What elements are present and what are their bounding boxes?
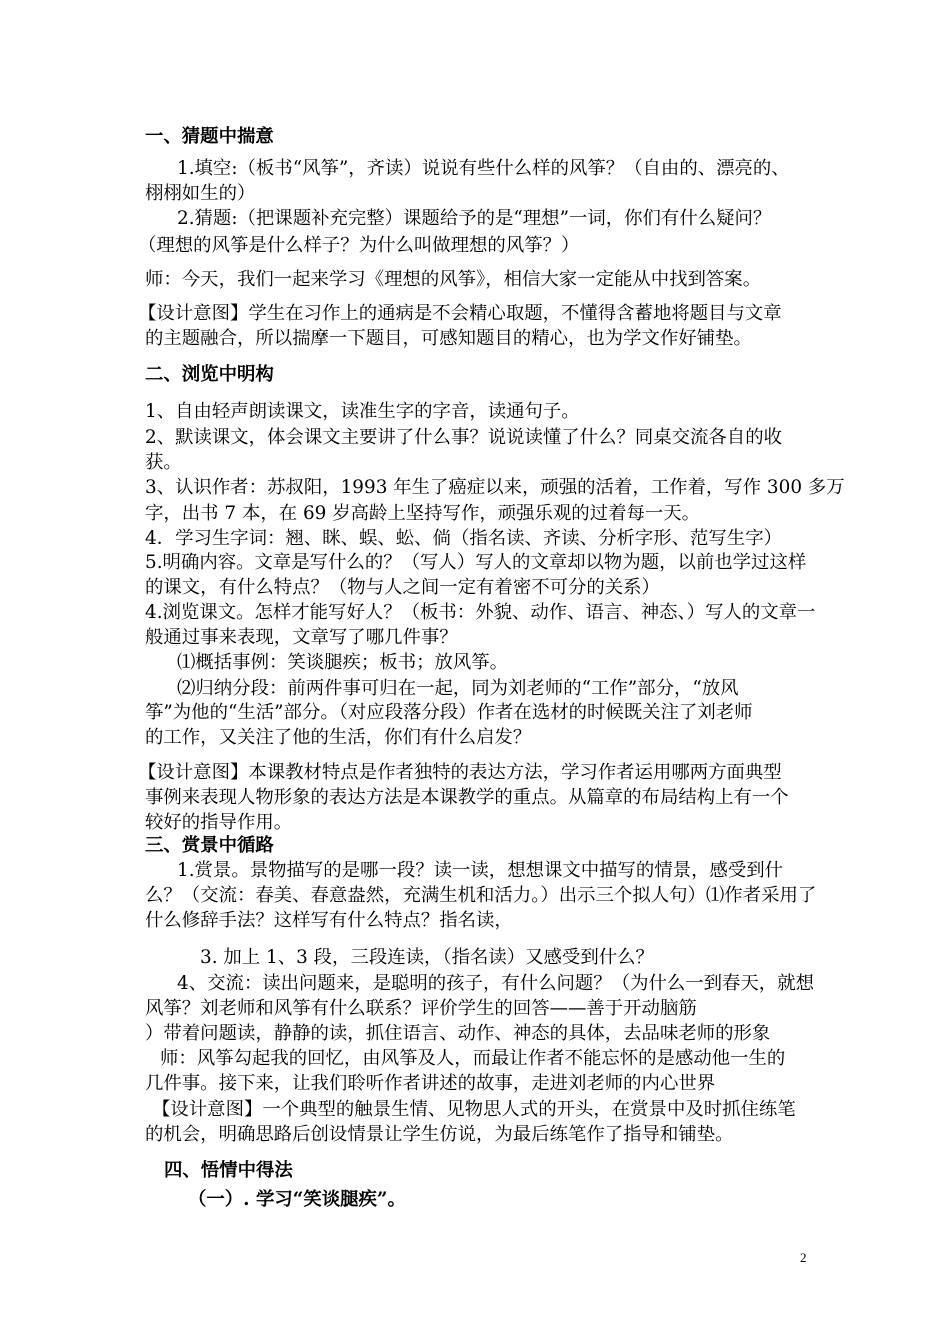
paragraph-line: 的主题融合，所以揣摩一下题目，可感知题目的精心，也为学文作好铺垫。 [145,328,752,349]
paragraph-line: 4.浏览课文。怎样才能写好人？（板书：外貌、动作、语言、神态、）写人的文章一 [145,602,816,623]
paragraph-line: 几件事。接下来，让我们聆听作者讲述的故事，走进刘老师的内心世界 [145,1073,716,1094]
page-number: 2 [800,1250,807,1265]
section-heading-1: 一、猜题中揣意 [145,126,274,147]
paragraph-line: 的机会，明确思路后创设情景让学生仿说，为最后练笔作了指导和铺垫。 [145,1124,734,1145]
paragraph-line: 较好的指导作用。 [145,812,293,833]
paragraph-line: 风筝？刘老师和风筝有什么联系？评价学生的回答——善于开动脑筋 [145,998,697,1019]
paragraph-line: 1.赏景。景物描写的是哪一段？读一读，想想课文中描写的情景，感受到什 [177,860,784,881]
paragraph-line: 般通过事来表现，文章写了哪几件事？ [145,627,458,648]
paragraph-line: 栩栩如生的） [145,183,256,204]
paragraph-line: 2.猜题:（把课题补充完整）课题给予的是“理想”一词，你们有什么疑问？ [177,208,772,229]
paragraph-line: 4．学习生字词：翘、眯、蜈、蚣、倘（指名读、齐读、分析字形、范写生字） [145,528,782,549]
design-intent-line: 【设计意图】学生在习作上的通病是不会精心取题，不懂得含蓄地将题目与文章 [138,303,782,324]
section-heading-2: 二、浏览中明构 [145,364,274,385]
paragraph-line: 1、自由轻声朗读课文，读准生字的字音，读通句子。 [145,401,580,422]
paragraph-line: 事例来表现人物形象的表达方法是本课教学的重点。从篇章的布局结构上有一个 [145,787,789,808]
subsection-heading: （一）. 学习“笑谈腿疾”。 [188,1189,406,1210]
design-intent-line: 【设计意图】本课教材特点是作者独特的表达方法，学习作者运用哪两方面典型 [138,762,782,783]
section-heading-3: 三、赏景中循路 [145,835,274,856]
paragraph-line: 1.填空:（板书“风筝”，齐读）说说有些什么样的风筝？（自由的、漂亮的、 [177,158,790,179]
paragraph-line: （理想的风筝是什么样子？为什么叫做理想的风筝？） [138,235,580,256]
paragraph-line: ⑵归纳分段：前两件事可归在一起，同为刘老师的“工作”部分，“放风 [177,678,739,699]
paragraph-line: 筝”为他的“生活”部分。（对应段落分段）作者在选材的时候既关注了刘老师 [145,702,753,723]
paragraph-line: 获。 [145,452,182,473]
design-intent-line: 【设计意图】一个典型的触景生情、见物思人式的开头，在赏景中及时抓住练笔 [152,1099,796,1120]
paragraph-line: 4、交流：读出问题来，是聪明的孩子，有什么问题？（为什么一到春天，就想 [177,973,814,994]
paragraph-line: 3、认识作者：苏叔阳，1993 年生了癌症以来，顽强的活着，工作着，写作 300 多万 [145,477,845,498]
paragraph-line: 么？（交流：春美、春意盎然，充满生机和活力。）出示三个拟人句）⑴作者采用了 [145,885,817,906]
paragraph-line: ）带着问题读，静静的读，抓住语言、动作、神态的具体，去品味老师的形象 [145,1023,771,1044]
paragraph-line: ⑴概括事例：笑谈腿疾；板书；放风筝。 [177,652,509,673]
paragraph-line: 的课文，有什么特点？（物与人之间一定有着密不可分的关系） [145,577,660,598]
paragraph-line: 的工作，又关注了他的生活，你们有什么启发？ [145,727,532,748]
paragraph-line: 师：风筝勾起我的回忆，由风筝及人，而最让作者不能忘怀的是感动他一生的 [160,1048,786,1069]
paragraph-line: 什么修辞手法？这样写有什么特点？指名读， [145,910,513,931]
section-heading-4: 四、悟情中得法 [164,1160,293,1181]
paragraph-line: 师：今天，我们一起来学习《理想的风筝》，相信大家一定能从中找到答案。 [145,269,762,290]
paragraph-line: 字，出书 7 本，在 69 岁高龄上坚持写作，顽强乐观的过着每一天。 [145,503,701,524]
paragraph-line: 3. 加上 1、3 段，三段连读，（指名读）又感受到什么？ [200,947,654,968]
paragraph-line: 5.明确内容。文章是写什么的？（写人）写人的文章却以物为题，以前也学过这样 [145,552,807,573]
paragraph-line: 2、默读课文，体会课文主要讲了什么事？说说读懂了什么？同桌交流各自的收 [145,427,782,448]
